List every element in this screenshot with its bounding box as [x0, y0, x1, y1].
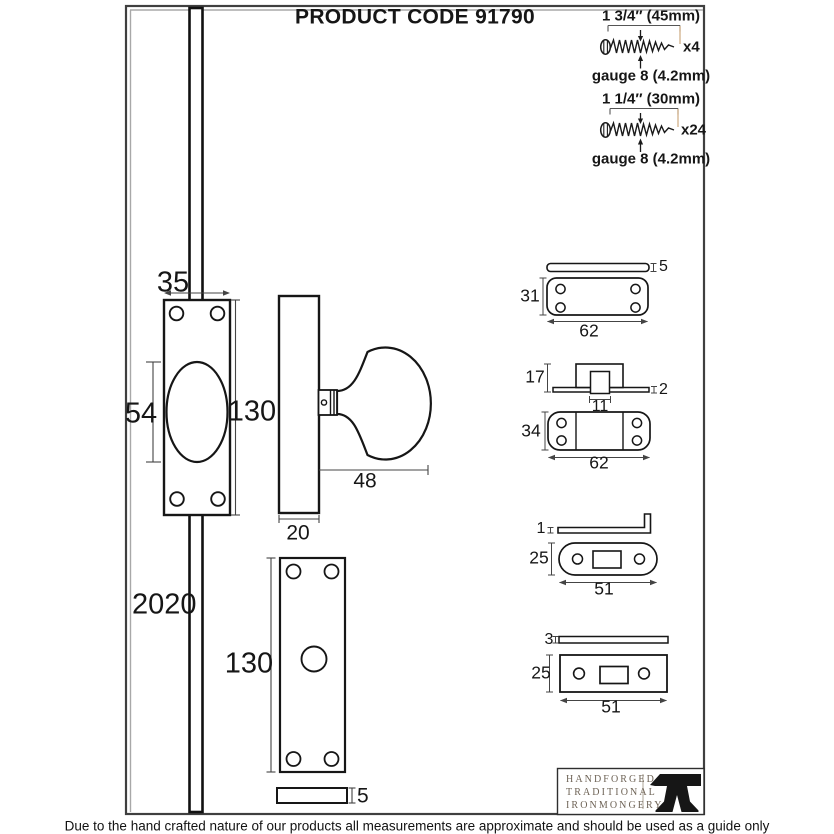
dim-keep2-slot-width: 11 [591, 398, 609, 415]
dim-keep4-width: 51 [601, 696, 621, 717]
dim-keep2-thickness: 2 [659, 381, 668, 398]
dim-keep2-width: 62 [589, 452, 609, 473]
dim-backplate-height: 130 [224, 647, 274, 680]
keep4-rect-keep [546, 637, 668, 704]
brand-line-2: TRADITIONAL [566, 787, 657, 798]
screw1-gauge-label: gauge 8 (4.2mm) [591, 67, 711, 85]
dim-keep1-thickness: 5 [659, 258, 668, 275]
brand-line-3: IRONMONGERY [566, 800, 664, 811]
dim-keep4-height: 25 [531, 662, 551, 683]
dim-keep1-width: 62 [579, 320, 599, 341]
screw1-qty-label: x4 [683, 38, 700, 56]
main-bolt-front-view [146, 290, 240, 515]
screw1-diagram [601, 26, 680, 69]
keep1-rounded-plate [540, 264, 657, 325]
dim-backplate-thickness: 5 [357, 784, 369, 808]
disclaimer-text: Due to the hand crafted nature of our products all measurements are approximate and should be used as a guide only [64, 818, 770, 834]
brand-line-1: HANDFORGED [566, 774, 656, 785]
dim-keep2-height: 34 [521, 420, 541, 441]
dim-keep4-thickness: 3 [544, 631, 554, 648]
dim-rod-length: 2020 [132, 588, 197, 621]
keep3-stadium-keep [548, 514, 658, 585]
dim-front-height: 130 [227, 395, 277, 428]
dim-keep3-thickness: 1 [536, 520, 546, 537]
page-title: PRODUCT CODE 91790 [295, 5, 535, 29]
screw2-qty-label: x24 [681, 121, 707, 139]
dim-knob-projection: 48 [353, 469, 377, 493]
backplate-front-view [267, 558, 356, 803]
dim-keep2-bracket-height: 17 [525, 366, 545, 387]
screw2-diagram [601, 109, 678, 153]
dim-keep3-width: 51 [594, 578, 614, 599]
dim-front-width: 35 [156, 266, 190, 299]
screw2-gauge-label: gauge 8 (4.2mm) [591, 150, 711, 168]
dim-front-oval: 54 [124, 397, 158, 430]
dim-keep3-height: 25 [529, 547, 549, 568]
dim-keep1-height: 31 [520, 285, 540, 306]
screw2-length-label: 1 1/4″ (30mm) [601, 90, 701, 108]
screw1-length-label: 1 3/4″ (45mm) [601, 7, 701, 25]
dim-plate-depth: 20 [286, 521, 310, 545]
